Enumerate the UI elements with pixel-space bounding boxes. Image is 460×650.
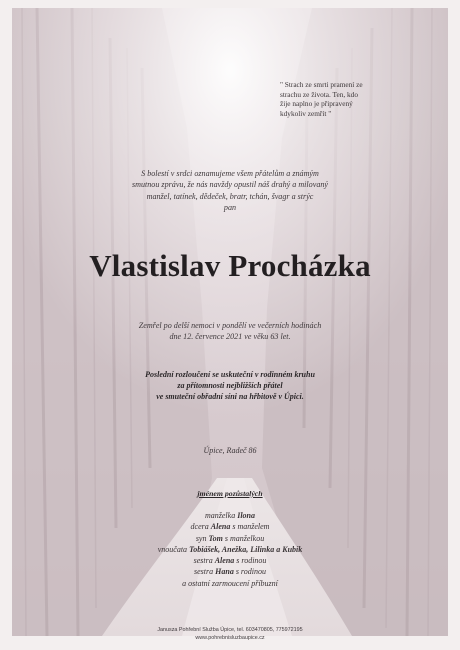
mourner-line: a ostatní zarmoucení příbuzní — [182, 578, 278, 588]
footer-website: www.pohrebnisluzbaupice.cz — [195, 635, 265, 641]
mourner-line: manželka Ilona — [204, 511, 255, 520]
mourner-line: vnoučata Tobiášek, Anežka, Lilinka a Kubík — [157, 544, 303, 554]
intro-line: pan — [223, 202, 237, 212]
funeral-info — [100, 369, 360, 403]
quote-line: " Strach ze smrti pramení ze — [280, 80, 363, 89]
mourner-line: sestra Hana s rodinou — [194, 567, 266, 577]
family-address: Úpice, Radeč 86 — [203, 446, 257, 455]
announcement-intro — [100, 168, 360, 213]
funeral-line: ve smuteční obřadní síni na hřbitově v Úpici. — [156, 392, 304, 402]
memorial-quote — [280, 80, 390, 118]
deceased-name: Vlastislav Procházka — [89, 248, 371, 283]
mourner-line: syn Tom s manželkou — [195, 533, 265, 543]
quote-line: kdykoliv zemřít " — [280, 108, 332, 118]
funeral-service-footer — [100, 626, 360, 642]
quote-line: žije naplno je připravený — [280, 99, 353, 109]
funeral-line: za přítomnosti nejbližších přátel — [177, 381, 283, 391]
death-notice — [100, 320, 360, 343]
death-notice-line: dne 12. července 2021 ve věku 63 let. — [169, 332, 291, 342]
death-notice-line: Zemřel po delší nemoci v pondělí ve večerních hodinách — [138, 321, 322, 330]
intro-line: manžel, tatínek, dědeček, bratr, tchán, švagr a strýc — [146, 191, 314, 201]
funeral-line: Poslední rozloučení se uskuteční v rodinném kruhu — [145, 370, 315, 379]
mourner-line: dcera Alena s manželem — [190, 522, 270, 532]
mourner-line: sestra Alena s rodinou — [193, 556, 267, 566]
quote-line: strachu ze života. Ten, kdo — [280, 89, 358, 99]
intro-line: smutnou zprávu, že nás navždy opustil náš drahý a milovaný — [131, 180, 329, 190]
mourners-heading: jménem pozůstalých — [197, 489, 263, 498]
intro-line: S bolestí v srdci oznamujeme všem přátelům a známým — [141, 169, 319, 178]
footer-contact: Janusza Pohřební Služba Úpice, tel. 603470805, 775972195 — [157, 627, 303, 633]
mourners-list — [90, 510, 370, 589]
